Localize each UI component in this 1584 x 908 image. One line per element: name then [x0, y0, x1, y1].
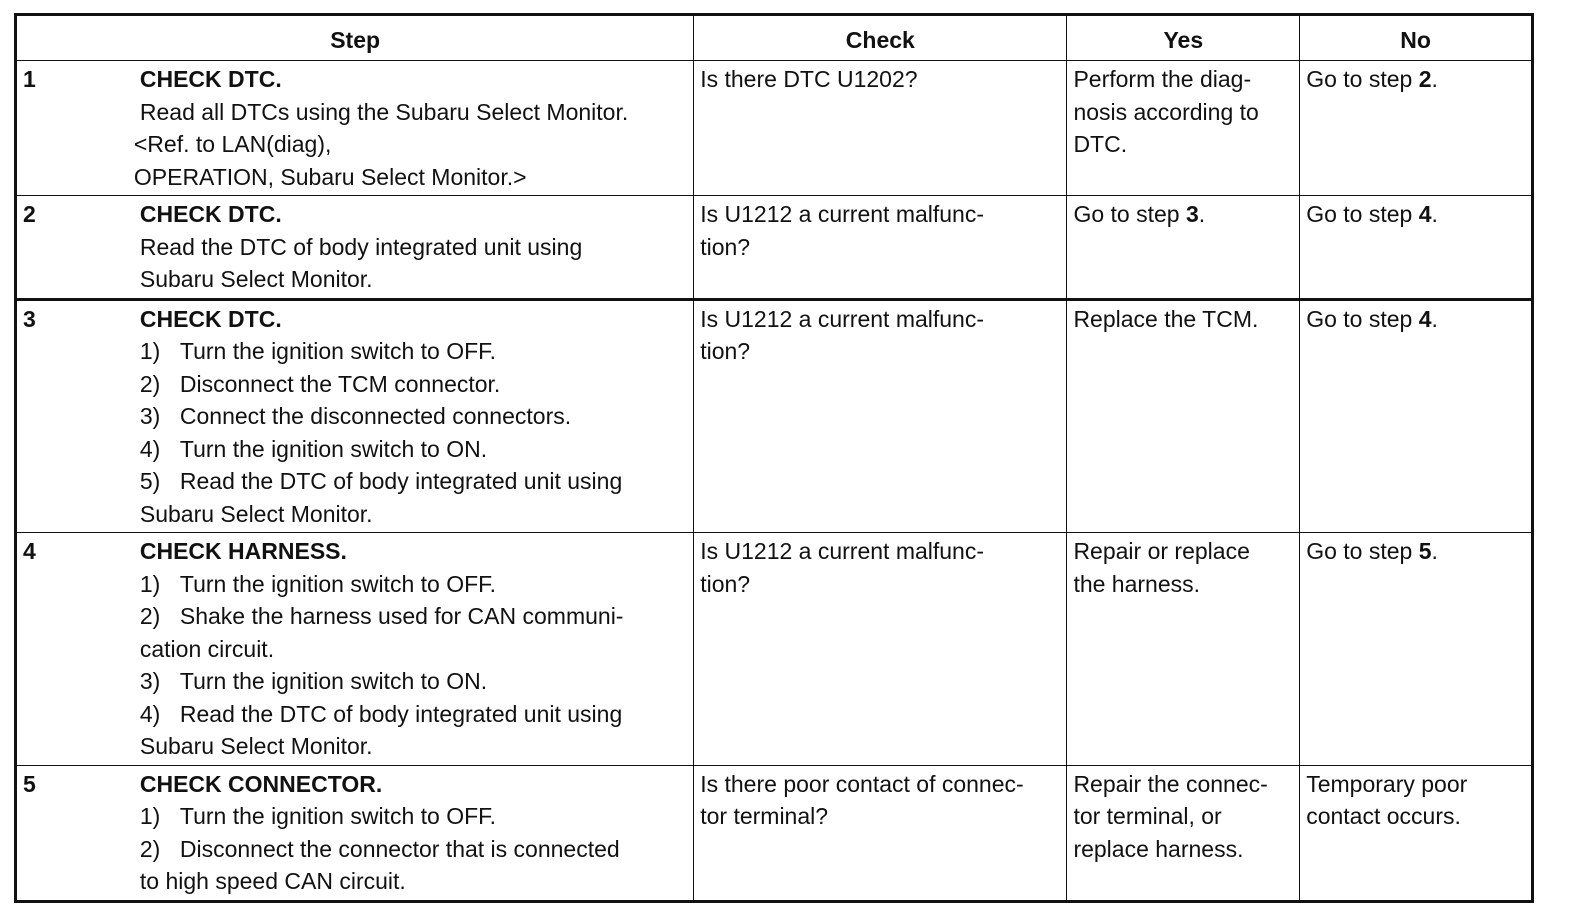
check-cell — [694, 299, 1067, 533]
diagnostic-table — [14, 13, 1534, 903]
check-text: Is there DTC U1202? — [700, 66, 918, 92]
yes-goto-prefix: Go to step — [1073, 201, 1186, 227]
step-number: 2 — [16, 196, 134, 300]
check-line: Is U1212 a current malfunc- — [700, 538, 985, 564]
check-line: Is there poor contact of connec- — [700, 770, 1024, 797]
no-cell — [1300, 765, 1533, 901]
substep — [140, 335, 687, 368]
no-goto-suffix: . — [1431, 538, 1438, 564]
step-cell — [134, 61, 694, 196]
substep — [140, 465, 687, 498]
yes-line: DTC. — [1073, 131, 1128, 157]
check-cell — [694, 765, 1067, 901]
step-number: 3 — [16, 299, 134, 533]
yes-line: nosis according to — [1073, 98, 1259, 125]
check-line: tion? — [700, 338, 751, 364]
substep-text: Turn the ignition switch to ON. — [179, 668, 488, 694]
no-goto-step: 4 — [1418, 305, 1432, 332]
no-cell — [1300, 299, 1533, 533]
header-no: No — [1300, 15, 1533, 61]
yes-text: Replace the TCM. — [1073, 305, 1259, 332]
yes-goto-step: 3 — [1185, 201, 1199, 227]
step-cell — [134, 533, 694, 766]
substep-number: 3) — [139, 668, 161, 694]
substep-number: 1) — [139, 803, 161, 829]
no-goto-prefix: Go to step — [1306, 305, 1419, 332]
diagnostic-procedure-sheet — [14, 13, 1570, 903]
substep — [140, 433, 687, 466]
step-line: Subaru Select Monitor. — [139, 500, 373, 527]
check-cell — [694, 533, 1067, 766]
substep — [140, 665, 687, 698]
substep — [140, 368, 687, 401]
substep — [140, 600, 687, 633]
substep-text: Turn the ignition switch to OFF. — [179, 803, 497, 829]
no-cell — [1300, 196, 1533, 300]
step-number: 4 — [16, 533, 134, 766]
no-goto-prefix: Go to step — [1306, 201, 1419, 227]
yes-goto-suffix: . — [1198, 201, 1206, 227]
yes-line: Repair the connec- — [1073, 770, 1268, 797]
no-goto-step: 5 — [1418, 538, 1432, 564]
step-cell — [134, 196, 694, 300]
table-row-step-5 — [16, 765, 1533, 901]
no-cell — [1300, 61, 1533, 196]
substep-number: 2) — [139, 370, 161, 397]
no-goto-step: 2 — [1418, 66, 1432, 92]
substep-text: Turn the ignition switch to ON. — [179, 435, 488, 462]
yes-cell — [1067, 61, 1300, 196]
table-row-step-3 — [16, 299, 1533, 533]
check-line: tion? — [700, 570, 751, 597]
table-row-step-4 — [16, 533, 1533, 766]
check-line: Is U1212 a current malfunc- — [700, 305, 985, 332]
no-goto-step: 4 — [1418, 201, 1432, 227]
step-cell — [134, 299, 694, 533]
substep — [140, 698, 687, 731]
check-line: Is U1212 a current malfunc- — [700, 201, 985, 227]
yes-line: tor terminal, or — [1073, 803, 1222, 829]
check-cell — [694, 196, 1067, 300]
substep — [140, 833, 687, 866]
yes-line: replace harness. — [1073, 835, 1244, 862]
substep-number: 1) — [139, 570, 161, 597]
check-line: tion? — [700, 233, 751, 260]
substep-number: 4) — [139, 700, 161, 727]
header-check: Check — [694, 15, 1067, 61]
substep-number: 2) — [139, 603, 161, 629]
substep — [140, 400, 687, 433]
table-row-step-2 — [16, 196, 1533, 300]
step-number: 5 — [16, 765, 134, 901]
no-goto-prefix: Go to step — [1306, 66, 1419, 92]
check-line: tor terminal? — [700, 803, 829, 829]
substep-text: Disconnect the TCM connector. — [179, 370, 501, 397]
step-title: CHECK CONNECTOR. — [139, 770, 383, 797]
step-line: Read the DTC of body integrated unit using — [139, 233, 583, 260]
step-cell — [134, 765, 694, 901]
no-goto-prefix: Go to step — [1306, 538, 1419, 564]
step-line: Subaru Select Monitor. — [139, 733, 373, 759]
step-title: CHECK HARNESS. — [139, 538, 347, 564]
yes-cell — [1067, 196, 1300, 300]
step-reference-line: OPERATION, Subaru Select Monitor.> — [133, 163, 527, 190]
step-number: 1 — [16, 61, 134, 196]
yes-line: Repair or replace — [1073, 538, 1250, 564]
substep-text: Shake the harness used for CAN communi- — [179, 603, 624, 629]
no-cell — [1300, 533, 1533, 766]
yes-cell — [1067, 765, 1300, 901]
step-line: cation circuit. — [139, 635, 275, 662]
substep-text: Turn the ignition switch to OFF. — [179, 570, 497, 597]
substep-number: 3) — [139, 403, 161, 429]
yes-line: Perform the diag- — [1073, 66, 1252, 92]
no-goto-suffix: . — [1431, 201, 1438, 227]
header-row — [16, 15, 1533, 61]
yes-line: the harness. — [1073, 570, 1201, 597]
step-title: CHECK DTC. — [139, 305, 282, 332]
step-line: Subaru Select Monitor. — [139, 266, 373, 292]
substep-number: 2) — [139, 835, 161, 862]
no-line: contact occurs. — [1306, 803, 1461, 829]
step-reference-line: <Ref. to LAN(diag), — [133, 131, 332, 157]
substep-number: 4) — [139, 435, 161, 462]
no-goto-suffix: . — [1431, 66, 1438, 92]
substep-text: Read the DTC of body integrated unit using — [179, 468, 623, 494]
no-line: Temporary poor — [1306, 770, 1468, 797]
step-line: Read all DTCs using the Subaru Select Monitor. — [139, 98, 629, 125]
substep — [140, 800, 687, 833]
step-title: CHECK DTC. — [139, 66, 282, 92]
substep-text: Connect the disconnected connectors. — [179, 403, 572, 429]
substep-number: 5) — [139, 468, 161, 494]
header-step: Step — [16, 15, 694, 61]
substep-text: Disconnect the connector that is connected — [179, 835, 620, 862]
yes-cell — [1067, 299, 1300, 533]
step-line: to high speed CAN circuit. — [139, 868, 406, 894]
table-row-step-1 — [16, 61, 1533, 196]
substep — [140, 568, 687, 601]
step-title: CHECK DTC. — [139, 201, 282, 227]
substep-number: 1) — [139, 338, 161, 364]
check-cell — [694, 61, 1067, 196]
no-goto-suffix: . — [1431, 305, 1438, 332]
header-yes: Yes — [1067, 15, 1300, 61]
substep-text: Read the DTC of body integrated unit using — [179, 700, 623, 727]
substep-text: Turn the ignition switch to OFF. — [179, 338, 497, 364]
yes-cell — [1067, 533, 1300, 766]
